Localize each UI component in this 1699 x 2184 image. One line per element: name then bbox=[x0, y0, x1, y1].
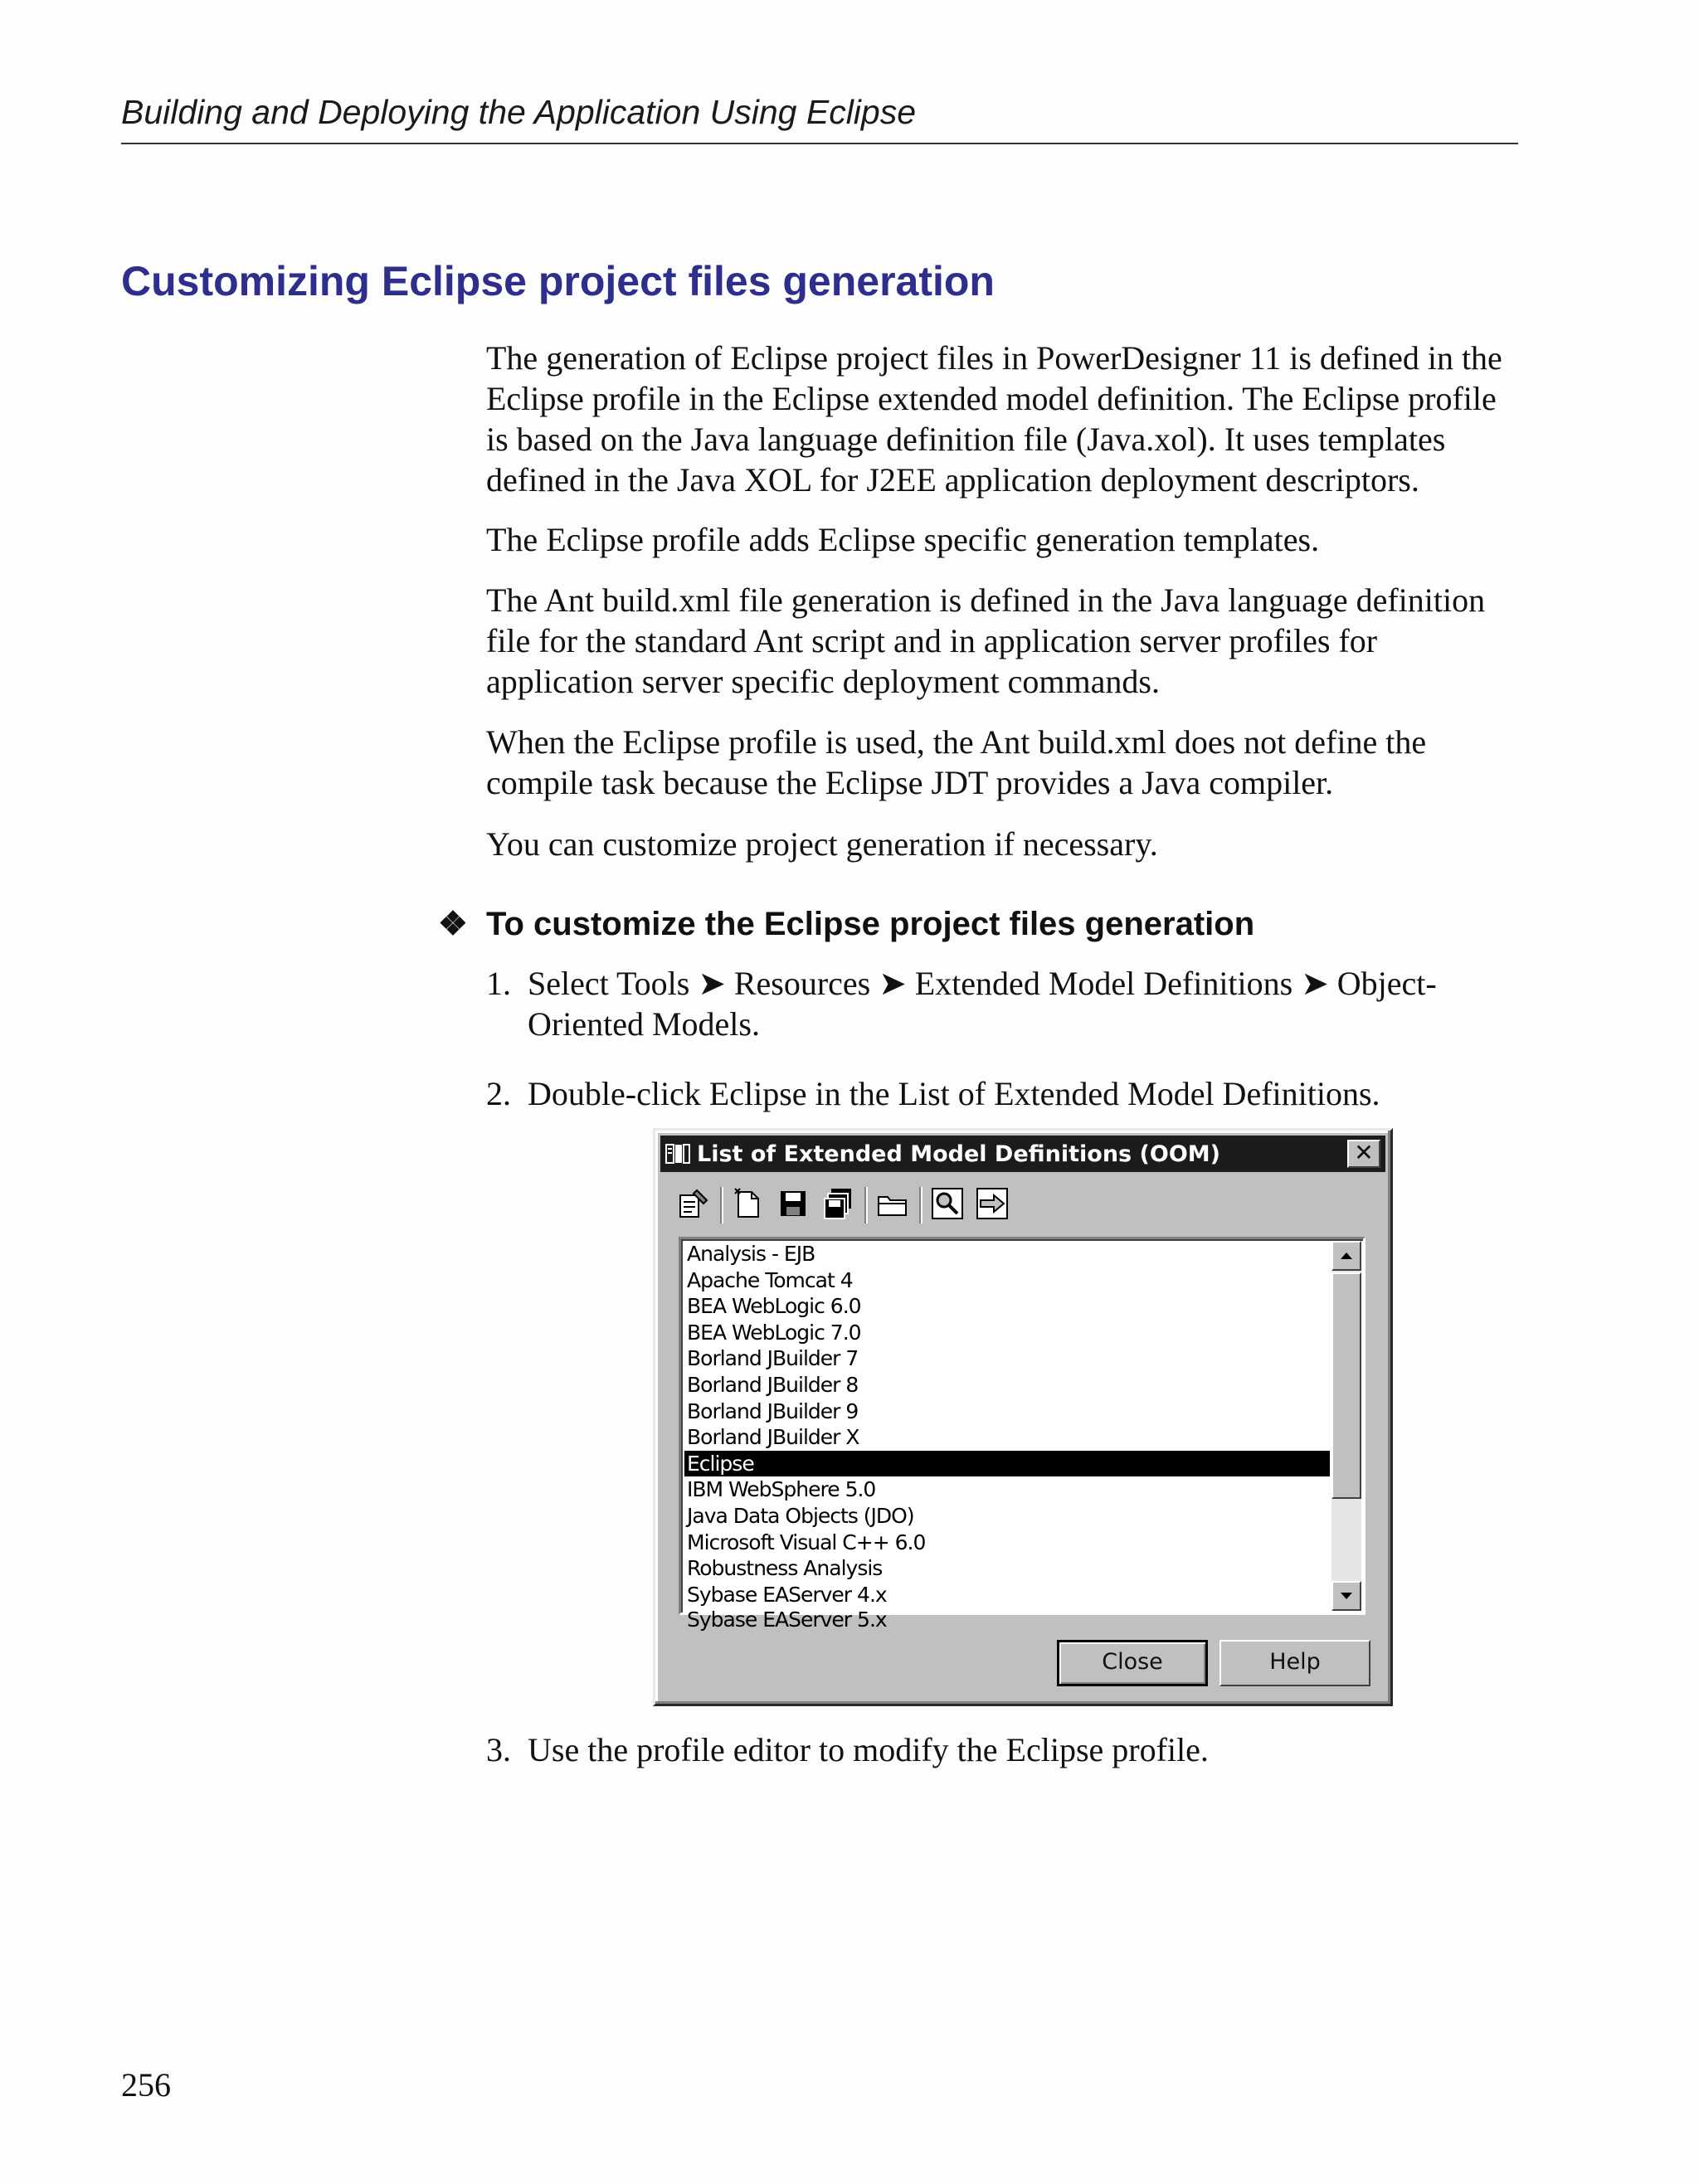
list-item[interactable]: Apache Tomcat 4 bbox=[687, 1267, 853, 1292]
procedure-heading-text: To customize the Eclipse project files generation bbox=[486, 906, 1255, 942]
paragraph-2: The Eclipse profile adds Eclipse specific generation templates. bbox=[486, 521, 1320, 558]
properties-icon[interactable] bbox=[675, 1185, 712, 1222]
step-2 bbox=[486, 1073, 1523, 1114]
close-window-button[interactable] bbox=[1347, 1140, 1380, 1168]
step-text: Double-click Eclipse in the List of Extended Model Definitions. bbox=[528, 1075, 1380, 1112]
open-folder-icon[interactable] bbox=[874, 1185, 911, 1222]
list-item[interactable]: Java Data Objects (JDO) bbox=[687, 1503, 914, 1528]
page-number: 256 bbox=[121, 2066, 171, 2104]
dialog-title: List of Extended Model Definitions (OOM) bbox=[697, 1141, 1220, 1167]
scroll-thumb[interactable] bbox=[1331, 1272, 1361, 1499]
paragraph-4: When the Eclipse profile is used, the Ant build.xml does not define the compile task because the Eclipse JDT provides a Java compiler. bbox=[486, 723, 1427, 801]
step-number: 3. bbox=[486, 1731, 511, 1768]
scroll-up-arrow-icon bbox=[1333, 1243, 1360, 1269]
save-all-icon[interactable] bbox=[820, 1185, 856, 1222]
list-item[interactable]: BEA WebLogic 7.0 bbox=[687, 1320, 861, 1345]
list-item[interactable]: Sybase EAServer 4.x bbox=[687, 1582, 887, 1607]
scroll-down-arrow-icon bbox=[1333, 1583, 1360, 1609]
list-item[interactable]: Borland JBuilder 7 bbox=[687, 1346, 859, 1371]
help-button[interactable]: Help bbox=[1219, 1640, 1370, 1686]
list-item[interactable]: Eclipse bbox=[684, 1451, 1330, 1477]
list-item[interactable]: Robustness Analysis bbox=[687, 1556, 883, 1581]
paragraph-3: The Ant build.xml file generation is defined in the Java language definition file for the standard Ant script and in application server profiles for application server specific deployment commands. bbox=[486, 581, 1486, 700]
window-system-icon[interactable] bbox=[665, 1142, 690, 1165]
step-3 bbox=[486, 1729, 1523, 1770]
list-item[interactable]: Borland JBuilder 8 bbox=[687, 1372, 859, 1397]
list-item[interactable]: Microsoft Visual C++ 6.0 bbox=[687, 1530, 926, 1554]
close-button[interactable]: Close bbox=[1057, 1640, 1208, 1686]
paragraph-5: You can customize project generation if necessary. bbox=[486, 825, 1158, 863]
header-rule bbox=[121, 143, 1518, 144]
new-icon[interactable] bbox=[730, 1185, 767, 1222]
step-text: Use the profile editor to modify the Eclipse profile. bbox=[528, 1731, 1209, 1768]
close-icon: ✕ bbox=[1354, 1139, 1374, 1166]
list-item[interactable]: Borland JBuilder X bbox=[687, 1425, 859, 1450]
import-icon[interactable] bbox=[974, 1185, 1010, 1222]
list-item[interactable]: BEA WebLogic 6.0 bbox=[687, 1294, 861, 1319]
paragraph-1: The generation of Eclipse project files in PowerDesigner 11 is defined in the Eclipse profile in the Eclipse extended model definition. The Eclipse profile is based on the Java language definition file (Java.xol). It uses templates defined in the Java XOL for J2EE application deployment descriptors. bbox=[486, 339, 1502, 499]
list-item[interactable]: Sybase EAServer 5.x bbox=[687, 1608, 887, 1632]
toolbar-separator bbox=[919, 1187, 923, 1223]
list-item[interactable]: IBM WebSphere 5.0 bbox=[687, 1477, 876, 1502]
list-item[interactable]: Borland JBuilder 9 bbox=[687, 1398, 859, 1423]
step-number: 2. bbox=[486, 1075, 511, 1112]
list-scrollbar[interactable] bbox=[1331, 1241, 1361, 1611]
dialog-title-bar[interactable] bbox=[660, 1136, 1385, 1172]
step-number: 1. bbox=[486, 965, 511, 1002]
section-title: Customizing Eclipse project files generation bbox=[121, 258, 995, 304]
step-text: Select Tools ➤ Resources ➤ Extended Model Definitions ➤ Object-Oriented Models. bbox=[528, 965, 1437, 1043]
find-icon[interactable] bbox=[929, 1185, 966, 1222]
toolbar-separator bbox=[864, 1187, 868, 1223]
dialog-toolbar bbox=[675, 1185, 1372, 1228]
save-icon[interactable] bbox=[775, 1185, 811, 1222]
extended-model-definitions-list[interactable] bbox=[679, 1237, 1366, 1632]
running-head: Building and Deploying the Application Using Eclipse bbox=[121, 93, 917, 131]
scroll-down-button[interactable] bbox=[1331, 1581, 1361, 1611]
list-items bbox=[684, 1241, 1330, 1632]
procedure-bullet: ❖ bbox=[438, 906, 468, 942]
procedure-heading bbox=[438, 905, 1254, 943]
toolbar-separator bbox=[720, 1187, 723, 1223]
scroll-up-button[interactable] bbox=[1331, 1241, 1361, 1271]
extended-model-definitions-dialog bbox=[653, 1128, 1393, 1706]
list-item[interactable]: Analysis - EJB bbox=[687, 1242, 815, 1266]
step-1 bbox=[486, 963, 1523, 1044]
